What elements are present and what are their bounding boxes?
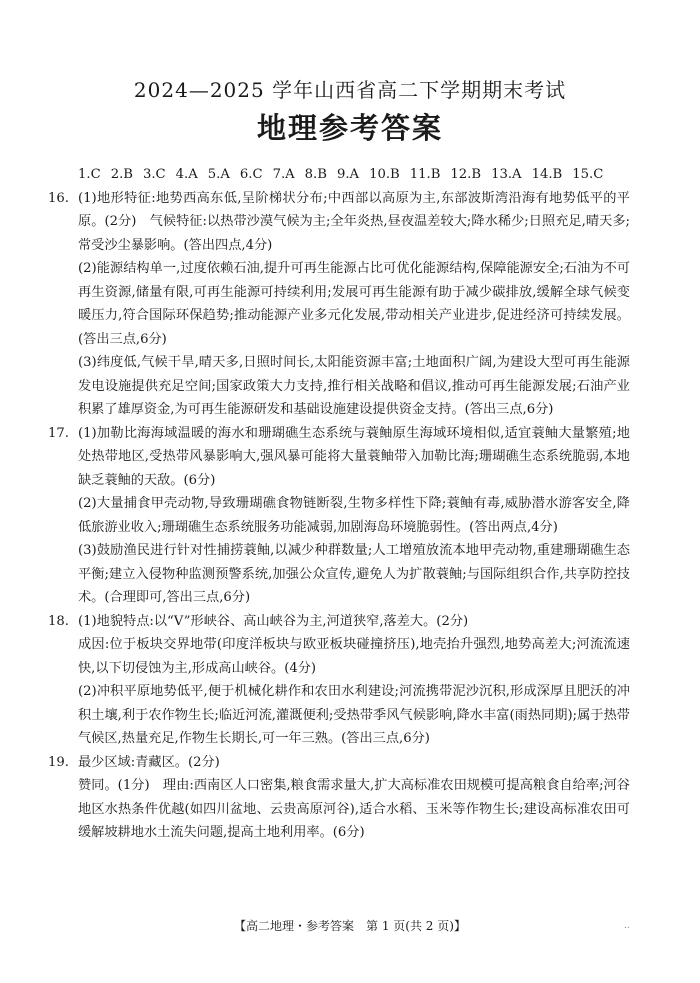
choice-answer: 3.C [142, 167, 166, 182]
question-18 [48, 610, 630, 751]
choice-answer: 15.C [572, 167, 604, 182]
choice-answer: 8.B [304, 167, 327, 182]
answer-paragraph: 最少区域:青藏区。(2分) [78, 754, 220, 770]
answer-content [48, 163, 630, 845]
choice-answer: 5.A [207, 167, 230, 182]
choice-answer: 7.A [272, 167, 295, 182]
answer-paragraph: (1)地形特征:地势西高东低,呈阶梯状分布;中西部以高原为主,东部波斯湾沿海有地势低平的平原。(2分) 气候特征:以热带沙漠气候为主;全年炎热,昼夜温差较大;降水稀少;日照充足,晴天多;常受沙尘暴影响。(答出四点,4分) [78, 190, 630, 253]
choice-answer: 6.C [239, 167, 263, 182]
question-number: 19. [48, 754, 69, 770]
answer-paragraph: (2)冲积平原地势低平,便于机械化耕作和农田水利建设;河流携带泥沙沉积,形成深厚且肥沃的冲积土壤,利于农作物生长;临近河流,灌溉便利;受热带季风气候影响,降水丰富(雨热同期);属于热带气候区,热量充足,作物生长期长,可一年三熟。(答出三点,6分) [78, 684, 630, 746]
answer-paragraph: (3)鼓励渔民进行针对性捕捞蓑鲉,以减少种群数量;人工增殖放流本地甲壳动物,重建珊瑚礁生态平衡;建立入侵物种监测预警系统,加强公众宣传,避免人为扩散蓑鲉;与国际组织合作,共享防控技术。(合理即可,答出三点,6分) [78, 543, 630, 605]
choice-answer: 13.A [491, 167, 522, 182]
question-17 [48, 422, 630, 610]
choice-answer: 14.B [531, 167, 563, 182]
question-number: 17. [48, 425, 69, 441]
question-19 [48, 751, 630, 845]
choice-answer: 10.B [369, 167, 400, 182]
question-number: 16. [48, 190, 69, 206]
exam-title: 2024—2025 学年山西省高二下学期期末考试 [133, 78, 567, 102]
choice-answers [78, 163, 630, 187]
answer-paragraph: (1)地貌特点:以“V”形峡谷、高山峡谷为主,河道狭窄,落差大。(2分) [78, 613, 469, 629]
choice-answer: 1.C [78, 167, 101, 182]
answer-paragraph: (2)大量捕食甲壳动物,导致珊瑚礁食物链断裂,生物多样性下降;蓑鲉有毒,威胁潜水游客安全,降低旅游业收入;珊瑚礁生态系统服务功能减弱,加剧海岛环境脆弱性。(答出两点,4分) [78, 496, 630, 535]
answer-paragraph: (1)加勒比海海域温暖的海水和珊瑚礁生态系统与蓑鲉原生海域环境相似,适宜蓑鲉大量繁殖;地处热带地区,受热带风暴影响大,强风暴可能将大量蓑鲉带入加勒比海;珊瑚礁生态系统脆弱,本地缺乏蓑鲉的天敌。(6分) [78, 425, 630, 488]
answer-paragraph: (2)能源结构单一,过度依赖石油,提升可再生能源占比可优化能源结构,保障能源安全;石油为不可再生资源,储量有限,可再生能源可持续利用;发展可再生能源有助于减少碳排放,缓解全球气候变暖压力,符合国际环保趋势;推动能源产业多元化发展,带动相关产业进步,促进经济可持续发展。(答出三点,6分) [78, 261, 630, 347]
choice-answer: 12.B [450, 167, 482, 182]
corner-mark: .. [624, 921, 630, 931]
answer-key-title: 地理参考答案 [256, 111, 443, 145]
page-footer: 【高二地理・参考答案 第 1 页(共 2 页)】 [234, 919, 466, 933]
question-number: 18. [48, 613, 69, 629]
answer-paragraph: 赞同。(1分) 理由:西南区人口密集,粮食需求量大,扩大高标准农田规模可提高粮食自给率;河谷地区水热条件优越(如四川盆地、云贵高原河谷),适合水稻、玉米等作物生长;建设高标准农田可缓解坡耕地水土流失问题,提高土地利用率。(6分) [78, 778, 630, 840]
answer-paragraph: 成因:位于板块交界地带(印度洋板块与欧亚板块碰撞挤压),地壳抬升强烈,地势高差大;河流流速快,以下切侵蚀为主,形成高山峡谷。(4分) [78, 637, 630, 676]
answer-paragraph: (3)纬度低,气候干旱,晴天多,日照时间长,太阳能资源丰富;土地面积广阔,为建设大型可再生能源发电设施提供充足空间;国家政策大力支持,推行相关战略和倡议,推动可再生能源发展;石油产业积累了雄厚资金,为可再生能源研发和基础设施建设提供资金支持。(答出三点,6分) [78, 355, 630, 417]
choice-answer: 2.B [110, 167, 133, 182]
question-16 [48, 187, 630, 422]
choice-answer: 11.B [409, 167, 441, 182]
choice-answer: 4.A [175, 167, 198, 182]
choice-answer: 9.A [336, 167, 360, 182]
